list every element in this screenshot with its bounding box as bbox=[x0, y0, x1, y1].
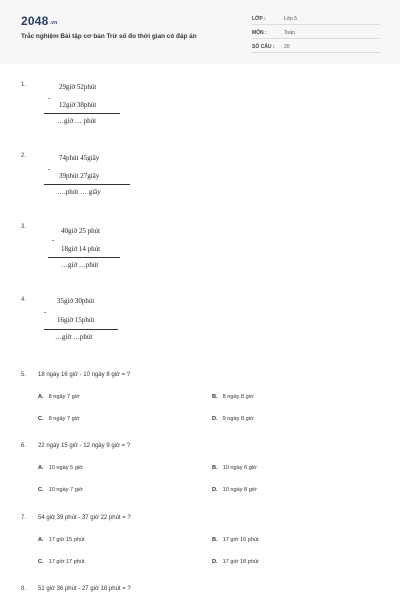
question-3-number: 3. bbox=[21, 224, 27, 230]
meta-subject-label: MÔN : bbox=[252, 30, 267, 36]
question-5-option-d[interactable] bbox=[212, 416, 254, 422]
question-5-option-a[interactable] bbox=[38, 394, 80, 400]
option-letter: B. bbox=[212, 537, 218, 543]
meta-subject-value: Toán bbox=[284, 30, 295, 36]
question-1-number: 1. bbox=[21, 82, 27, 88]
question-1-result: …giờ … phút bbox=[57, 117, 97, 125]
meta-count-value: 20 bbox=[284, 44, 290, 50]
question-7-text: 54 giờ 39 phút - 37 giờ 22 phút = ? bbox=[38, 515, 131, 521]
question-7-option-b[interactable] bbox=[212, 537, 259, 543]
question-6-option-c[interactable] bbox=[38, 487, 83, 493]
question-1-rule bbox=[44, 113, 120, 114]
question-7-option-a[interactable] bbox=[38, 537, 85, 543]
question-7-option-c[interactable] bbox=[38, 559, 85, 565]
site-logo[interactable]: 2048.vn bbox=[21, 14, 58, 28]
question-3-rule bbox=[48, 257, 120, 258]
option-letter: A. bbox=[38, 394, 44, 400]
minus-sign: - bbox=[52, 236, 55, 244]
meta-class-label: LỚP : bbox=[252, 16, 266, 22]
question-7-option-d[interactable] bbox=[212, 559, 259, 565]
question-5-option-b[interactable] bbox=[212, 394, 254, 400]
meta-subject bbox=[252, 28, 380, 39]
question-5-option-c[interactable] bbox=[38, 416, 80, 422]
option-letter: B. bbox=[212, 465, 218, 471]
question-4-result: …giờ …phút bbox=[55, 333, 93, 341]
question-4-minuend: 35giờ 30phút bbox=[57, 297, 95, 305]
option-letter: C. bbox=[38, 559, 44, 565]
meta-class bbox=[252, 14, 380, 25]
question-6-option-b[interactable] bbox=[212, 465, 257, 471]
option-letter: D. bbox=[212, 559, 218, 565]
page-header bbox=[0, 0, 400, 64]
meta-class-value: Lớp 5 bbox=[284, 16, 298, 22]
question-8-text: 51 giờ 36 phút - 27 giờ 18 phút = ? bbox=[38, 586, 131, 592]
question-3-subtrahend: 18giờ 14 phút bbox=[61, 245, 101, 253]
option-letter: D. bbox=[212, 487, 218, 493]
document-title: Trắc nghiệm Bài tập cơ bản Trừ số đo thời gian có đáp án bbox=[21, 33, 197, 40]
question-2-rule bbox=[44, 184, 130, 185]
question-6-text: 22 ngày 15 giờ - 12 ngày 9 giờ = ? bbox=[38, 443, 131, 449]
option-letter: D. bbox=[212, 416, 218, 422]
question-3-minuend: 40giờ 25 phút bbox=[61, 227, 101, 235]
minus-sign: - bbox=[48, 94, 51, 102]
question-5-text: 18 ngày 16 giờ - 10 ngày 8 giờ = ? bbox=[38, 372, 131, 378]
question-4-number: 4. bbox=[21, 297, 27, 303]
site-logo-suffix: .vn bbox=[49, 20, 58, 26]
option-letter: C. bbox=[38, 487, 44, 493]
option-text: 17 giờ 17 phút bbox=[48, 559, 85, 565]
option-letter: B. bbox=[212, 394, 218, 400]
question-2-result: ….phút … giây bbox=[57, 188, 101, 196]
option-text: 17 giờ 18 phút bbox=[222, 559, 259, 565]
question-2-subtrahend: 39phút 27giây bbox=[59, 172, 100, 180]
option-text: 17 giờ 15 phút bbox=[48, 537, 85, 543]
question-2-number: 2. bbox=[21, 153, 27, 159]
meta-count-label: SỐ CÂU : bbox=[252, 44, 275, 50]
question-4-rule bbox=[44, 329, 118, 330]
option-text: 8 ngày 7 giờ bbox=[48, 394, 80, 400]
question-1-subtrahend: 12giờ 38phút bbox=[59, 101, 97, 109]
option-letter: A. bbox=[38, 537, 44, 543]
option-text: 10 ngày 8 giờ bbox=[222, 487, 257, 493]
question-8-number: 8. bbox=[21, 586, 27, 592]
question-6-number: 6. bbox=[21, 443, 27, 449]
minus-sign: - bbox=[44, 308, 47, 316]
option-text: 10 ngày 6 giờ bbox=[222, 465, 257, 471]
option-letter: A. bbox=[38, 465, 44, 471]
question-5-number: 5. bbox=[21, 372, 27, 378]
option-text: 17 giờ 16 phút bbox=[222, 537, 259, 543]
minus-sign: - bbox=[48, 165, 51, 173]
option-text: 9 ngày 8 giờ bbox=[222, 416, 254, 422]
option-text: 10 ngày 7 giờ bbox=[48, 487, 83, 493]
question-7-number: 7. bbox=[21, 515, 27, 521]
option-letter: C. bbox=[38, 416, 44, 422]
meta-count bbox=[252, 42, 380, 53]
question-2-minuend: 74phút 45giây bbox=[59, 154, 100, 162]
option-text: 8 ngày 8 giờ bbox=[222, 394, 254, 400]
question-1-minuend: 29giờ 52phút bbox=[59, 83, 97, 91]
option-text: 10 ngày 5 giờ bbox=[48, 465, 83, 471]
question-3-result: …giờ …phút bbox=[61, 261, 99, 269]
question-6-option-a[interactable] bbox=[38, 465, 83, 471]
question-4-subtrahend: 16giờ 15phút bbox=[57, 316, 95, 324]
question-6-option-d[interactable] bbox=[212, 487, 257, 493]
option-text: 9 ngày 7 giờ bbox=[48, 416, 80, 422]
